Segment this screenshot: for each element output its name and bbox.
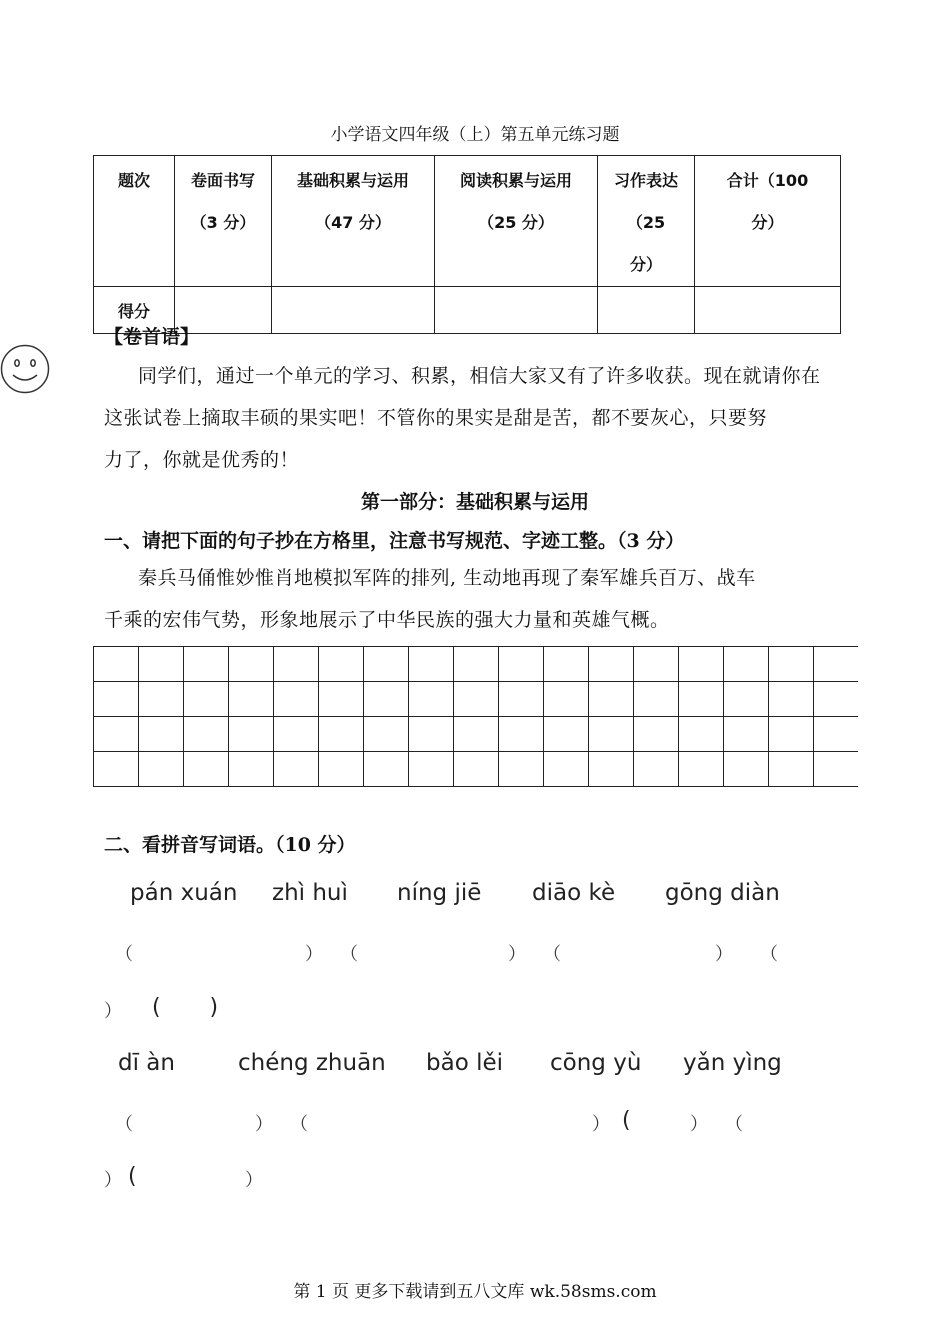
answer-blank-open: （ [115,944,133,965]
grid-cell[interactable] [229,647,274,682]
preface-text [104,355,850,481]
grid-cell[interactable] [454,647,499,682]
answer-blank-open: ( [128,1164,137,1189]
grid-cell[interactable] [184,717,229,752]
grid-cell[interactable] [364,682,409,717]
pinyin-word: níng jiē [397,880,482,906]
grid-cell[interactable] [319,647,364,682]
preface-heading: 【卷首语】 [104,326,200,348]
grid-cell[interactable] [769,717,814,752]
grid-cell[interactable] [274,647,319,682]
preface-line: 力了，你就是优秀的！ [104,449,300,471]
part1-title: 第一部分：基础积累与运用 [360,491,589,513]
header-cell [175,156,272,287]
grid-cell[interactable] [94,682,139,717]
grid-cell[interactable] [499,682,544,717]
grid-cell[interactable] [724,752,769,787]
preface-line: 同学们，通过一个单元的学习、积累，相信大家又有了许多收获。现在就请你在 [138,365,821,387]
pinyin-word: gōng diàn [665,880,780,906]
grid-cell[interactable] [274,682,319,717]
header-cell [435,156,598,287]
pinyin-word: diāo kè [532,880,616,906]
grid-cell[interactable] [679,647,724,682]
grid-cell[interactable] [814,717,859,752]
grid-cell[interactable] [139,647,184,682]
answer-blank-open: （ [543,944,561,965]
score-label: 得分 [94,287,175,334]
header-cell [94,156,175,287]
grid-cell[interactable] [724,717,769,752]
grid-cell[interactable] [589,717,634,752]
header-label: 题次 [117,171,150,190]
page-title: 小学语文四年级（上）第五单元练习题 [330,125,620,145]
answer-blank-open: （ [115,1114,133,1135]
grid-cell[interactable] [139,682,184,717]
answer-blank-open: （ [725,1114,743,1135]
answer-blank-open: （ [760,944,778,965]
grid-cell[interactable] [679,752,724,787]
grid-cell[interactable] [319,752,364,787]
grid-cell[interactable] [184,682,229,717]
grid-cell[interactable] [679,717,724,752]
score-table-header-row [94,156,841,287]
header-points: （3 分） [190,213,256,232]
header-points: （25 [626,213,666,232]
header-label: 卷面书写 [190,171,255,190]
grid-cell[interactable] [364,752,409,787]
answer-blank-close: ） [508,944,526,965]
header-points: （47 分） [315,213,391,232]
grid-cell[interactable] [229,717,274,752]
grid-cell[interactable] [139,717,184,752]
grid-cell[interactable] [94,752,139,787]
grid-cell[interactable] [499,647,544,682]
pinyin-word: yǎn yìng [683,1050,782,1076]
header-label: 阅读积累与运用 [459,171,572,190]
answer-blank-close: ） [245,1170,263,1191]
answer-blank-open: ( [622,1108,631,1133]
header-cell [598,156,695,287]
score-cell[interactable] [598,287,695,334]
answer-blank-close: ） [592,1114,610,1135]
grid-cell[interactable] [769,752,814,787]
sentence-line: 秦兵马俑惟妙惟肖地模拟军阵的排列, 生动地再现了秦军雄兵百万、战车 [138,567,756,589]
header-label: 基础积累与运用 [296,171,409,190]
grid-cell[interactable] [634,752,679,787]
pinyin-word: chéng zhuān [238,1050,386,1076]
grid-cell[interactable] [634,717,679,752]
header-label: 合计（100 [726,171,809,190]
grid-cell[interactable] [94,717,139,752]
grid-cell[interactable] [544,752,589,787]
smiley-face-icon [0,344,50,394]
pinyin-word: cōng yù [550,1050,642,1076]
grid-cell[interactable] [634,682,679,717]
grid-cell[interactable] [724,647,769,682]
grid-cell[interactable] [544,717,589,752]
header-points: 分） [751,213,784,232]
preface-line: 这张试卷上摘取丰硕的果实吧！不管你的果实是甜是苦，都不要灰心，只要努 [104,407,768,429]
grid-cell[interactable] [814,647,859,682]
answer-blank-close: ） [255,1114,273,1135]
grid-cell[interactable] [499,717,544,752]
grid-cell[interactable] [454,752,499,787]
score-table [93,155,841,334]
grid-cell[interactable] [364,717,409,752]
grid-cell[interactable] [94,647,139,682]
header-label: 习作表达 [613,171,678,190]
answer-blank-close: ） [104,1170,122,1191]
grid-cell[interactable] [229,752,274,787]
grid-cell[interactable] [319,717,364,752]
pinyin-word: bǎo lěi [426,1050,504,1076]
grid-cell[interactable] [409,682,454,717]
score-row [94,287,841,334]
writing-grid[interactable] [93,646,858,789]
grid-cell[interactable] [724,682,769,717]
grid-cell[interactable] [769,682,814,717]
answer-blank-close: ） [104,1001,122,1022]
grid-cell[interactable] [364,647,409,682]
grid-cell[interactable] [634,647,679,682]
grid-cell[interactable] [139,752,184,787]
grid-cell[interactable] [229,682,274,717]
answer-blank-close: ） [305,944,323,965]
grid-cell[interactable] [814,682,859,717]
grid-cell[interactable] [274,752,319,787]
question-1-title: 一、请把下面的句子抄在方格里，注意书写规范、字迹工整。（3 分） [104,530,685,552]
grid-cell[interactable] [589,647,634,682]
grid-cell[interactable] [589,752,634,787]
grid-cell[interactable] [184,647,229,682]
question-1-sentence [104,557,850,641]
grid-cell[interactable] [589,682,634,717]
header-cell [695,156,841,287]
grid-cell[interactable] [814,752,859,787]
answer-blank-close: ） [715,944,733,965]
sentence-line: 千乘的宏伟气势，形象地展示了中华民族的强大力量和英雄气概。 [104,609,670,631]
grid-cell[interactable] [184,752,229,787]
grid-cell[interactable] [544,682,589,717]
grid-cell[interactable] [274,717,319,752]
answer-blank[interactable]: ( ) [152,995,219,1020]
pinyin-word: zhì huì [272,880,348,906]
grid-cell[interactable] [409,717,454,752]
grid-cell[interactable] [679,682,724,717]
score-cell[interactable] [272,287,435,334]
grid-cell[interactable] [499,752,544,787]
answer-blank-close: ） [690,1114,708,1135]
answer-blank-open: （ [290,1114,308,1135]
grid-cell[interactable] [769,647,814,682]
grid-cell[interactable] [454,717,499,752]
header-points: 分） [629,255,662,274]
score-cell[interactable] [695,287,841,334]
header-points: （25 分） [478,213,554,232]
grid-cell[interactable] [544,647,589,682]
question-2-title: 二、看拼音写词语。（10 分） [104,834,356,856]
grid-cell[interactable] [409,752,454,787]
answer-blank-open: （ [340,944,358,965]
pinyin-word: dī àn [118,1050,175,1076]
page-footer: 第 1 页 更多下载请到五八文库 wk.58sms.com [293,1282,657,1302]
score-cell[interactable] [435,287,598,334]
grid-cell[interactable] [319,682,364,717]
pinyin-word: pán xuán [130,880,238,906]
grid-cell[interactable] [454,682,499,717]
header-cell [272,156,435,287]
grid-cell[interactable] [409,647,454,682]
